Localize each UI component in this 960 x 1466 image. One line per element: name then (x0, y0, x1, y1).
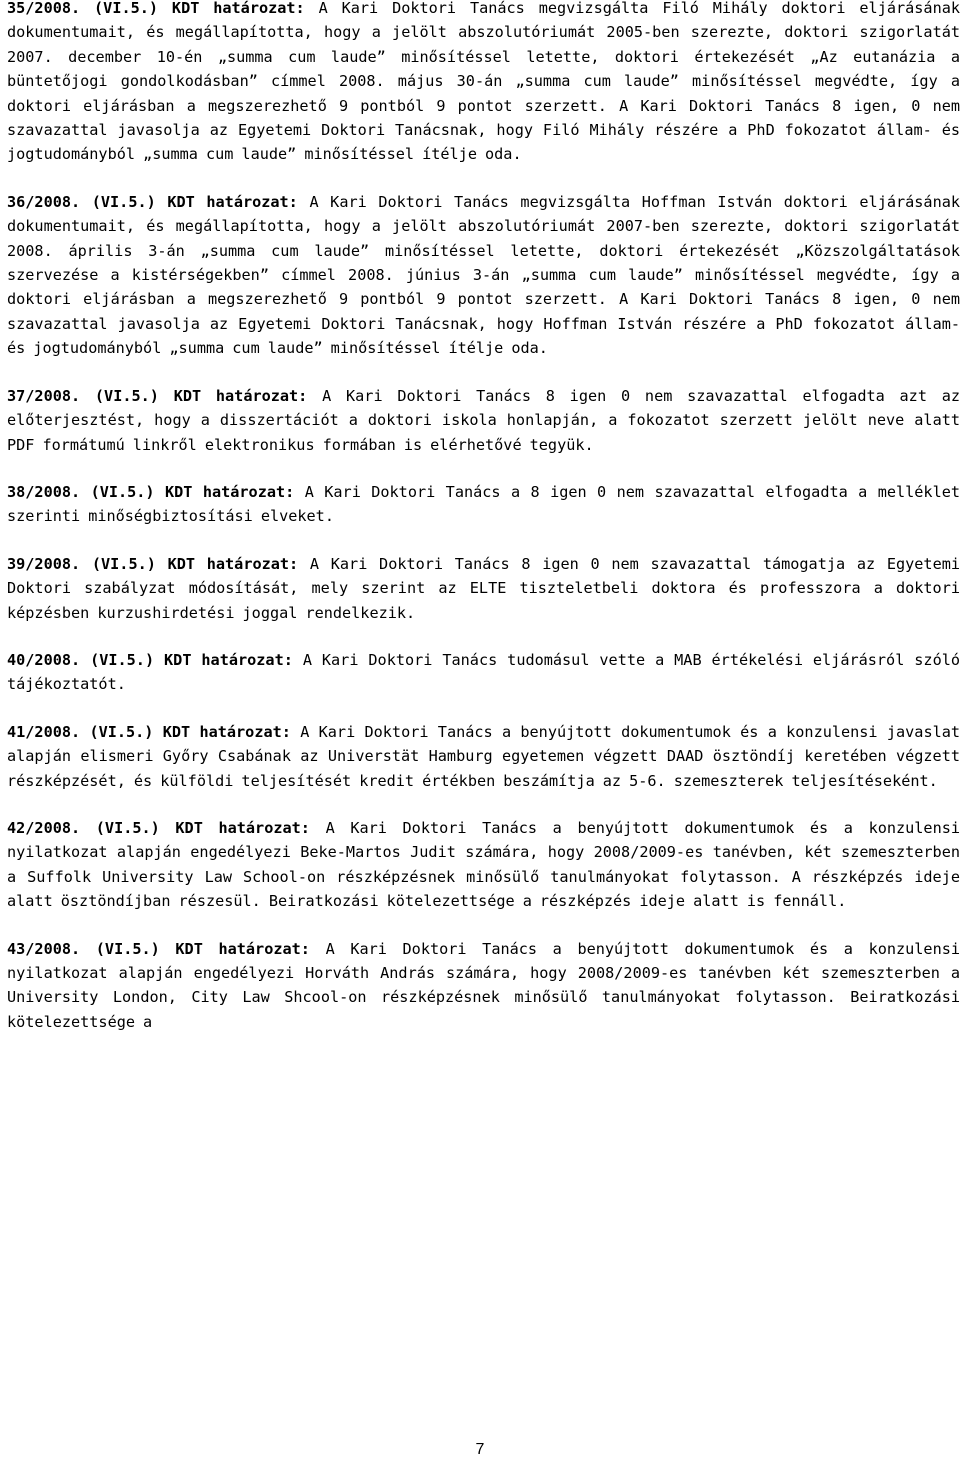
resolution-40 (7, 648, 960, 697)
resolution-text: A Kari Doktori Tanács 8 igen 0 nem szavazattal támogatja az Egyetemi Doktori szabályzat módosítását, mely szerint az ELTE tiszteletbeli doktora és professzora a doktori képzésben kurzushirdetési joggal rendelkezik. (7, 554, 960, 622)
resolution-37 (7, 384, 960, 457)
resolution-code: 37/2008. (VI.5.) KDT határozat: (7, 386, 308, 405)
resolution-code: 39/2008. (VI.5.) KDT határozat: (7, 554, 299, 573)
resolution-36 (7, 190, 960, 361)
resolution-code: 41/2008. (VI.5.) KDT határozat: (7, 722, 291, 741)
resolution-text: A Kari Doktori Tanács a 8 igen 0 nem szavazattal elfogadta a melléklet szerinti minőségbiztosítási elveket. (7, 482, 960, 526)
resolution-code: 38/2008. (VI.5.) KDT határozat: (7, 482, 295, 501)
resolution-41 (7, 720, 960, 793)
resolution-43 (7, 937, 960, 1035)
resolution-42 (7, 816, 960, 914)
resolution-text: A Kari Doktori Tanács tudomásul vette a MAB értékelési eljárásról szóló tájékoztatót. (7, 650, 960, 694)
resolution-code: 42/2008. (VI.5.) KDT határozat: (7, 818, 310, 837)
resolution-code: 40/2008. (VI.5.) KDT határozat: (7, 650, 293, 669)
document-page (7, 0, 960, 1057)
resolution-38 (7, 480, 960, 529)
resolution-text: A Kari Doktori Tanács 8 igen 0 nem szavazattal elfogadta azt az előterjesztést, hogy a disszertációt a doktori iskola honlapján, a fokozatot szerzett jelölt neve alatt PDF formátumú linkről elektronikus formában is elérhetővé tegyük. (7, 386, 960, 454)
resolution-text: A Kari Doktori Tanács megvizsgálta Hoffman István doktori eljárásának dokumentumait, és megállapította, hogy a jelölt abszolutóriumát 2007-ben szerezte, doktori szigorlatát 2008. április 3-án „summa cum laude” minősítéssel letette, doktori értekezését „Közszolgáltatások szervezése a kistérségekben” címmel 2008. június 3-án „summa cum laude” minősítéssel megvédte, így a doktori eljárásban a megszerezhető 9 pontból 9 pontot szerzett. A Kari Doktori Tanács 8 igen, 0 nem szavazattal javasolja az Egyetemi Doktori Tanácsnak, hogy Hoffman István részére a PhD fokozatot állam- és jogtudományból „summa cum laude” minősítéssel ítélje oda. (7, 192, 960, 358)
resolution-text: A Kari Doktori Tanács a benyújtott dokumentumok és a konzulensi nyilatkozat alapján engedélyezi Horváth András számára, hogy 2008/2009-es tanévben két szemeszterben a University London, City Law Shcool-on részképzésnek minősülő tanulmányokat folytasson. Beiratkozási kötelezettsége a (7, 939, 960, 1031)
resolution-code: 43/2008. (VI.5.) KDT határozat: (7, 939, 310, 958)
resolution-text: A Kari Doktori Tanács a benyújtott dokumentumok és a konzulensi nyilatkozat alapján engedélyezi Beke-Martos Judit számára, hogy 2008/2009-es tanévben, két szemeszterben a Suffolk University Law School-on részképzésnek minősülő tanulmányokat folytasson. A részképzés ideje alatt ösztöndíjban részesül. Beiratkozási kötelezettsége a részképzés ideje alatt is fennáll. (7, 818, 960, 911)
resolution-39 (7, 552, 960, 625)
resolution-text: A Kari Doktori Tanács a benyújtott dokumentumok és a konzulensi javaslat alapján elismeri Győry Csabának az Universtät Hamburg egyetemen végzett DAAD ösztöndíj keretében végzett részképzését, és külföldi teljesítését kredit értékben beszámítja az 5-6. szemeszterek teljesítéseként. (7, 722, 960, 790)
resolution-code: 36/2008. (VI.5.) KDT határozat: (7, 192, 298, 211)
resolution-35 (7, 0, 960, 167)
resolution-text: A Kari Doktori Tanács megvizsgálta Filó Mihály doktori eljárásának dokumentumait, és megállapította, hogy a jelölt abszolutóriumát 2005-ben szerezte, doktori szigorlatát 2007. december 10-én „summa cum laude” minősítéssel letette, doktori értekezését „Az eutanázia a büntetőjogi gondolkodásban” címmel 2008. május 30-án „summa cum laude” minősítéssel megvédte, így a doktori eljárásban a megszerezhető 9 pontból 9 pontot szerzett. A Kari Doktori Tanács 8 igen, 0 nem szavazattal javasolja az Egyetemi Doktori Tanácsnak, hogy Filó Mihály részére a PhD fokozatot állam- és jogtudományból „summa cum laude” minősítéssel ítélje oda. (7, 0, 960, 164)
resolution-code: 35/2008. (VI.5.) KDT határozat: (7, 0, 305, 17)
page-number: 7 (475, 1441, 485, 1458)
